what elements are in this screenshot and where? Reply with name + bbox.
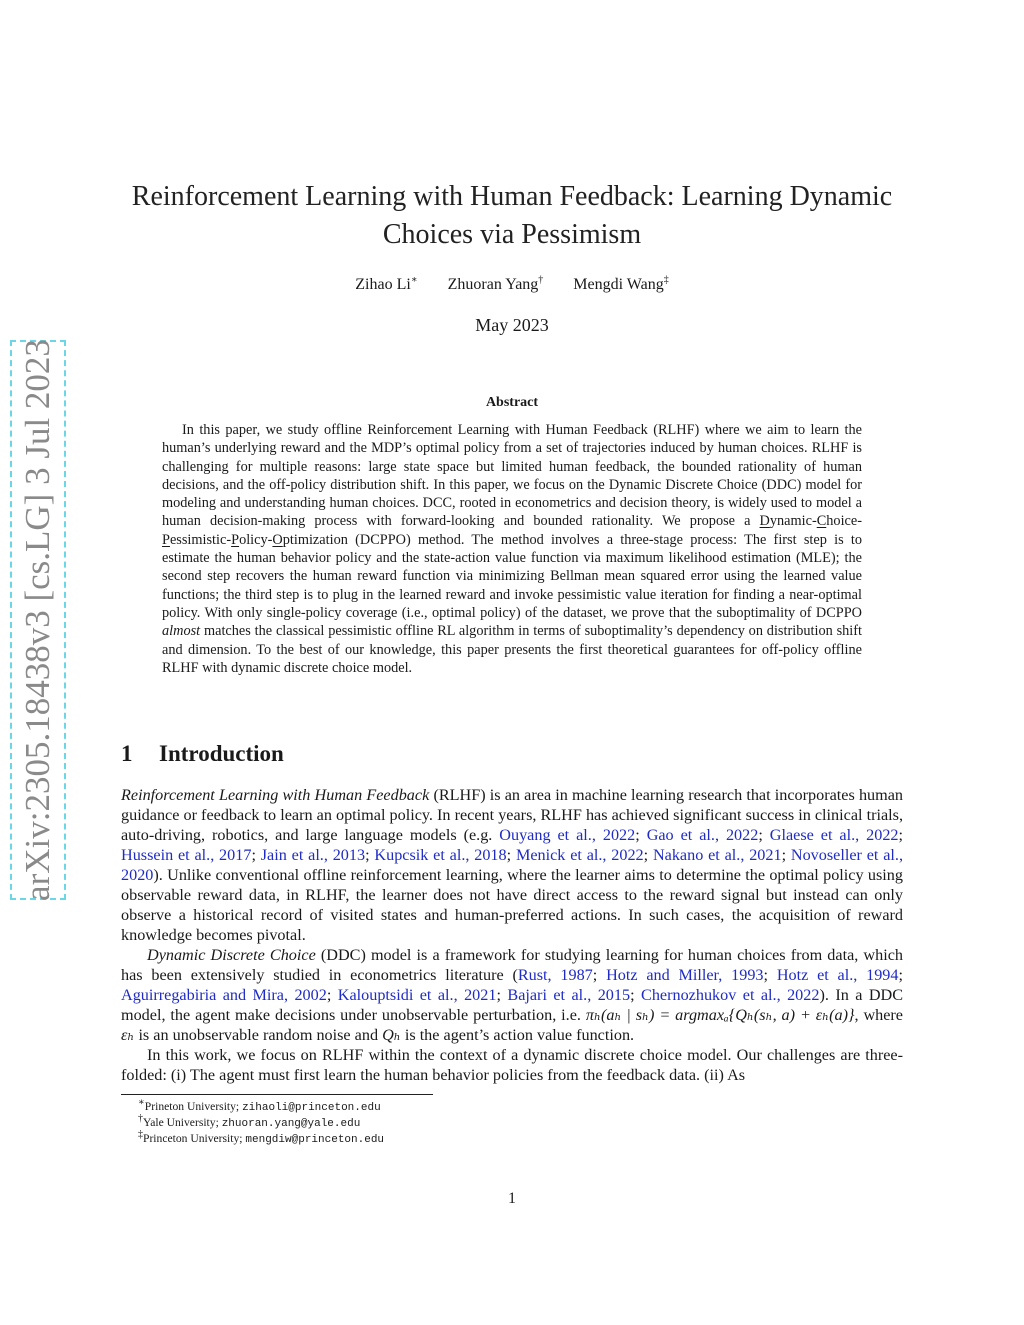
citation-link[interactable]: Hussein et al., 2017 (121, 846, 252, 864)
citation-link[interactable]: Kalouptsidi et al., 2021 (337, 986, 497, 1004)
abstract-body (162, 421, 862, 677)
citation-link[interactable]: Gao et al., 2022 (646, 826, 759, 844)
paper-date: May 2023 (475, 315, 549, 335)
author-2 (448, 276, 544, 293)
citation-link[interactable]: Chernozhukov et al., 2022 (641, 986, 820, 1004)
section-heading (121, 741, 284, 767)
body-text: , where (854, 1006, 903, 1024)
section-number: 1 (121, 741, 133, 766)
email-link[interactable]: mengdiw@princeton.edu (245, 1134, 385, 1146)
abstract-heading: Abstract (485, 395, 539, 410)
citation-link[interactable]: Hotz and Miller, 1993 (606, 966, 764, 984)
citation-link[interactable]: Glaese et al., 2022 (769, 826, 899, 844)
citation-link[interactable]: Kupcsik et al., 2018 (374, 846, 507, 864)
author-mark: ‡ (663, 274, 669, 286)
body-text: ). Unlike conventional offline reinforcement learning, where the learner aims to determine the optimal policy using observable reward data, in RLHF, the learner does not have direct access to the reward signal but instead can only observe a historical record of visited states and human-preferred actions. In such cases, the acquisition of reward knowledge becomes pivotal. (121, 866, 903, 944)
method-word: ynamic- (769, 513, 817, 530)
author-name: Zihao Li (355, 276, 411, 293)
method-initial: P (162, 531, 170, 548)
method-initial: D (759, 513, 770, 530)
footnote-text: Prineton University; (144, 1100, 243, 1113)
footnote-mark: ‡ (138, 1129, 143, 1141)
abstract-text: In this paper, we study offline Reinforcement Learning with Human Feedback (RLHF) where we aim to learn the human’s underlying reward and the MDP’s optimal policy from a set of trajectories induced by human choices. RLHF is challenging for multiple reasons: large state space but limited human feedback, the bounded rationality of human decisions, and the off-policy distribution shift. In this paper, we focus on the Dynamic Discrete Choice (DDC) model for modeling and understanding human choices. DCC, rooted in econometrics and decision theory, is widely used to model a human decision-making process with forward-looking and bounded rationality. We propose a (162, 422, 862, 530)
emphasis: Dynamic Discrete Choice (147, 946, 316, 964)
footnote-1 (138, 1099, 381, 1116)
introduction-body (121, 785, 903, 1085)
footnote-2 (138, 1115, 360, 1132)
method-word: ptimization (282, 531, 348, 548)
citation-link[interactable]: Novoseller et al., 2020 (121, 846, 903, 884)
footnote-text: Yale University; (143, 1116, 222, 1129)
author-mark: ∗ (410, 274, 418, 286)
author-mark: † (538, 274, 544, 286)
math-formula: πₕ(aₕ | sₕ) = argmaxₐ{Qₕ(sₕ, a) + εₕ(a)} (585, 1006, 855, 1024)
citation-link[interactable]: Nakano et al., 2021 (652, 846, 782, 864)
citation-link[interactable]: Aguirregabiria and Mira, 2002 (121, 986, 327, 1004)
abstract-text: (DCPPO) method. The method involves a three-stage process: The first step is to estimate the human behavior policy and the state-action value function via maximum likelihood estimation (MLE); the second step recovers the human reward function via minimizing Bellman mean squared error using the learned value functions; the third step is to plug in the learned reward and invoke pessimistic value iteration for finding a near-optimal policy. With only single-policy coverage (i.e., optimal policy) of the dataset, we prove that the suboptimality of DCPPO (162, 531, 862, 621)
method-word: olicy- (239, 531, 273, 548)
citation-link[interactable]: Ouyang et al., 2022 (499, 826, 636, 844)
author-1 (355, 276, 417, 293)
body-text: is an unobservable random noise and (134, 1026, 383, 1044)
paragraph-3: In this work, we focus on RLHF within the context of a dynamic discrete choice model. Our challenges are three-folded: (i) The agent must first learn the human behavior policies from the feedback data. (ii) As (121, 1046, 903, 1084)
method-word: essimistic- (169, 531, 232, 548)
footnote-rule (121, 1094, 433, 1095)
paragraph-2: Dynamic Discrete Choice (DDC) model is a framework for studying learning for human choices from data, which has been extensively studied in econometrics literature (Rust, 1987; Hotz and Miller, 1993; Hotz et al., 1994; Aguirregabiria and Mira, 2002; Kalouptsidi et al., 2021; Bajari et al., 2015; Chernozhukov et al., 2022). In a DDC model, the agent make decisions under unobservable perturbation, i.e. πₕ(aₕ | sₕ) = argmaxₐ{Qₕ(sₕ, a) + εₕ(a)}, where εₕ is an unobservable random noise and Qₕ is the agent’s action value function. (121, 946, 904, 1044)
author-3 (573, 276, 668, 293)
citation-link[interactable]: Bajari et al., 2015 (507, 986, 631, 1004)
author-list (100, 276, 924, 294)
method-initial: P (231, 531, 240, 548)
footnote-mark: ∗ (138, 1097, 145, 1109)
citation-link[interactable]: Jain et al., 2013 (260, 846, 366, 864)
body-text: ). In a DDC model, the agent make decisions under unobservable perturbation, i.e. (121, 986, 904, 1024)
paper-title: Reinforcement Learning with Human Feedback: Learning Dynamic Choices via Pessimism (131, 181, 893, 250)
emphasis: Reinforcement Learning with Human Feedback (121, 786, 430, 804)
footnote-3 (138, 1131, 384, 1148)
author-name: Mengdi Wang (573, 276, 664, 293)
body-text: (DDC) model is a framework for studying learning for human choices from data, which has been extensively studied in econometrics literature ( (121, 946, 903, 984)
emphasis: almost (162, 623, 201, 640)
method-initial: C (816, 513, 827, 530)
arxiv-stamp[interactable]: arXiv:2305.18438v3 [cs.LG] 3 Jul 2023 (18, 339, 57, 901)
body-text: (RLHF) is an area in machine learning research that incorporates human guidance or feedback to learn an optimal policy. In recent years, RLHF has achieved significant success in clinical trials, auto-driving, robotics, and large language models (e.g. (121, 786, 904, 844)
math-symbol: εₕ (121, 1026, 135, 1044)
citation-link[interactable]: Rust, 1987 (517, 966, 593, 984)
abstract-text: matches the classical pessimistic offline RL algorithm in terms of suboptimality’s dependency on distribution shift and dimension. To the best of our knowledge, this paper presents the first theoretical guarantees for off-policy offline RLHF with dynamic discrete choice model. (162, 623, 862, 676)
author-name: Zhuoran Yang (447, 276, 539, 293)
citation-link[interactable]: Hotz et al., 1994 (776, 966, 899, 984)
footnote-text: Princeton University; (143, 1132, 246, 1145)
email-link[interactable]: zhuoran.yang@yale.edu (221, 1118, 361, 1130)
method-initial: O (272, 531, 283, 548)
math-symbol: Qₕ (382, 1026, 401, 1044)
paragraph-1: Reinforcement Learning with Human Feedback (RLHF) is an area in machine learning research that incorporates human guidance or feedback to learn an optimal policy. In recent years, RLHF has achieved significant success in clinical trials, auto-driving, robotics, and large language models (e.g. Ouyang et al., 2022; Gao et al., 2022; Glaese et al., 2022; Hussein et al., 2017; Jain et al., 2013; Kupcsik et al., 2018; Menick et al., 2022; Nakano et al., 2021; Novoseller et al., 2020). Unlike conventional offline reinforcement learning, where the learner aims to determine the optimal policy using observable reward data, in RLHF, the learner does not have direct access to the reward signal but instead can only observe a historical record of visited states and human-preferred actions. In such cases, the acquisition of reward knowledge becomes pivotal. (121, 786, 904, 944)
page-number: 1 (508, 1190, 516, 1207)
citation-link[interactable]: Menick et al., 2022 (515, 846, 644, 864)
body-text: is the agent’s action value function. (400, 1026, 635, 1044)
section-title: Introduction (159, 741, 284, 766)
abstract-paragraph (162, 421, 862, 677)
email-link[interactable]: zihaoli@princeton.edu (242, 1102, 381, 1114)
footnote-mark: † (138, 1113, 143, 1125)
method-word: hoice- (826, 513, 862, 530)
